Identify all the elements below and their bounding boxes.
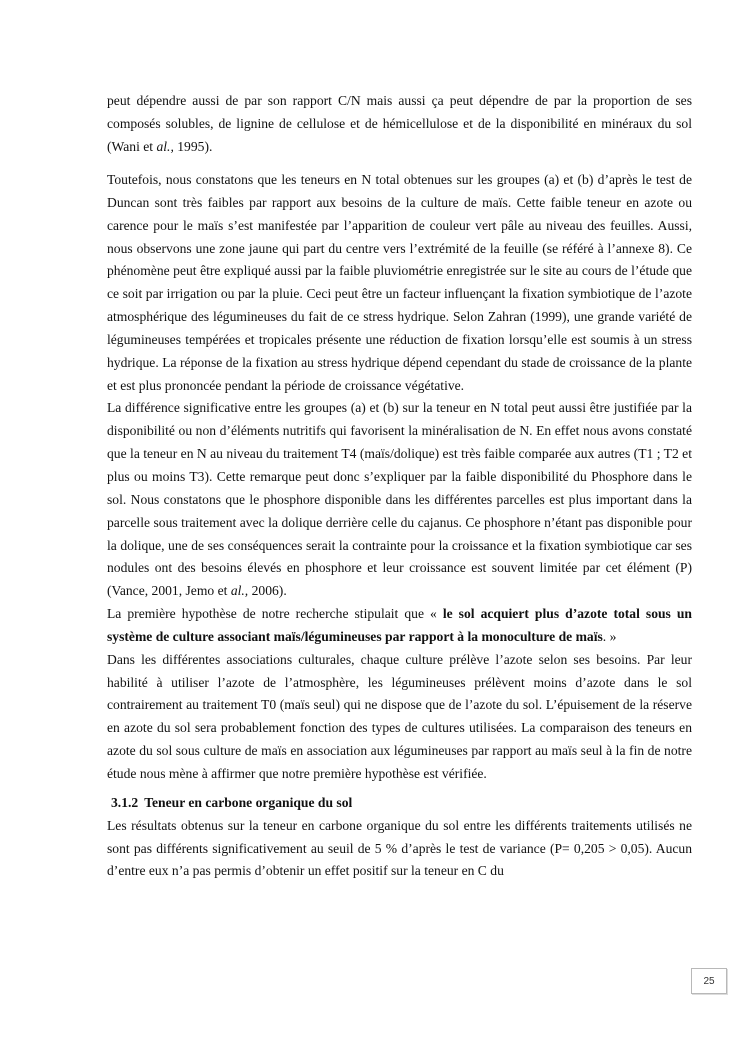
paragraph-text: La différence significative entre les groupes (a) et (b) sur la teneur en N total peut aussi être justifiée par la disponibilité ou non d’éléments nutritifs qui favorisent la minéralisation de N. En effet nous avons constaté que la teneur en N au niveau du traitement T4 (maïs/dolique) est très faible comparée aux autres (T1 ; T2 et plus ou moins T3). Cette remarque peut donc s’expliquer par la faible disponibilité du Phosphore dans le sol. Nous constatons que le phosphore disponible dans les différentes parcelles est plus important dans la parcelle sous traitement avec la dolique derrière celle du cajanus. Ce phosphore n’étant pas disponible pour la dolique, une de ses conséquences serait la contrainte pour la croissance et la fixation symbiotique car ses nodules ont des besoins élevés en phosphore et leur croissance est souvent limitée par cet élément (P) (Vance, 2001, Jemo et	[107, 400, 692, 599]
citation-italic: al.,	[156, 138, 174, 154]
page-number: 25	[703, 976, 715, 987]
paragraph-organic-carbon: Les résultats obtenus sur la teneur en carbone organique du sol entre les différents traitements utilisés ne sont pas différents significativement au seuil de 5 % d’après le test de variance (P= 0,205 > 0,05). Aucun d’entre eux n’a pas permis d’obtenir un effet positif sur la teneur en C du	[107, 817, 692, 879]
section-heading	[107, 792, 692, 815]
page-number-box	[691, 968, 727, 994]
section-title: Teneur en carbone organique du sol	[144, 794, 353, 810]
paragraph-text: peut dépendre aussi de par son rapport C/N mais aussi ça peut dépendre de par la proportion de ses composés solubles, de lignine de cellulose et de hémicellulose et de la disponibilité en minéraux du sol (Wani et	[107, 93, 692, 154]
paragraph-text: La première hypothèse de notre recherche stipulait que «	[107, 606, 443, 622]
paragraph-nitrogen-deficiency: Toutefois, nous constatons que les teneurs en N total obtenues sur les groupes (a) et (b) d’après le test de Duncan sont très faibles par rapport aux besoins de la culture de maïs. Cette faible teneur en azote ou carence pour le maïs s’est manifestée par l’apparition de couleur vert pâle au niveau des feuilles. Aussi, nous observons une zone jaune qui part du centre vers l’extrémité de la feuille (se référé à l’annexe 8). Ce phénomène peut être expliqué aussi par la faible pluviométrie enregistrée sur le site au cours de l’étude que ce soit par irrigation ou par la pluie. Ceci peut être un facteur influençant la fixation symbiotique de l’azote atmosphérique des légumineuses du fait de ce stress hydrique. Selon Zahran (1999), une grande variété de légumineuses tempérées et tropicales présente une réduction de fixation lorsqu’elle est soumis à un stress hydrique. La réponse de la fixation au stress hydrique dépend cependant du stade de croissance de la plante et est plus prononcée pendant la période de croissance végétative.	[107, 172, 692, 393]
paragraph-text: 1995).	[173, 138, 213, 154]
paragraph-crop-associations: Dans les différentes associations culturales, chaque culture prélève l’azote selon ses besoins. Par leur habilité à utiliser l’azote de l’atmosphère, les légumineuses prélèvent moins d’azote dans le sol contrairement au traitement T0 (maïs seul) qui ne dispose que de l’azote du sol. L’épuisement de la réserve en azote du sol sera probablement fonction des types de cultures utilisées. La comparaison des teneurs en azote du sol sous culture de maïs en association aux légumineuses par rapport au maïs seul à la fin de notre étude nous mène à affirmer que notre première hypothèse est vérifiée.	[107, 651, 692, 781]
paragraph-text: 2006).	[248, 583, 287, 599]
page-body	[107, 90, 692, 883]
paragraph-hypothesis	[107, 603, 692, 649]
citation-italic: al.,	[230, 583, 249, 599]
paragraph-significant-difference	[107, 397, 692, 603]
hypothesis-statement: le sol acquiert plus d’azote total sous un système de culture associant maïs/légumineuses par rapport à la monoculture de maïs	[107, 606, 692, 644]
section-number: 3.1.2	[111, 794, 139, 810]
paragraph-text: . »	[602, 628, 617, 644]
paragraph-decomposition	[107, 90, 692, 159]
